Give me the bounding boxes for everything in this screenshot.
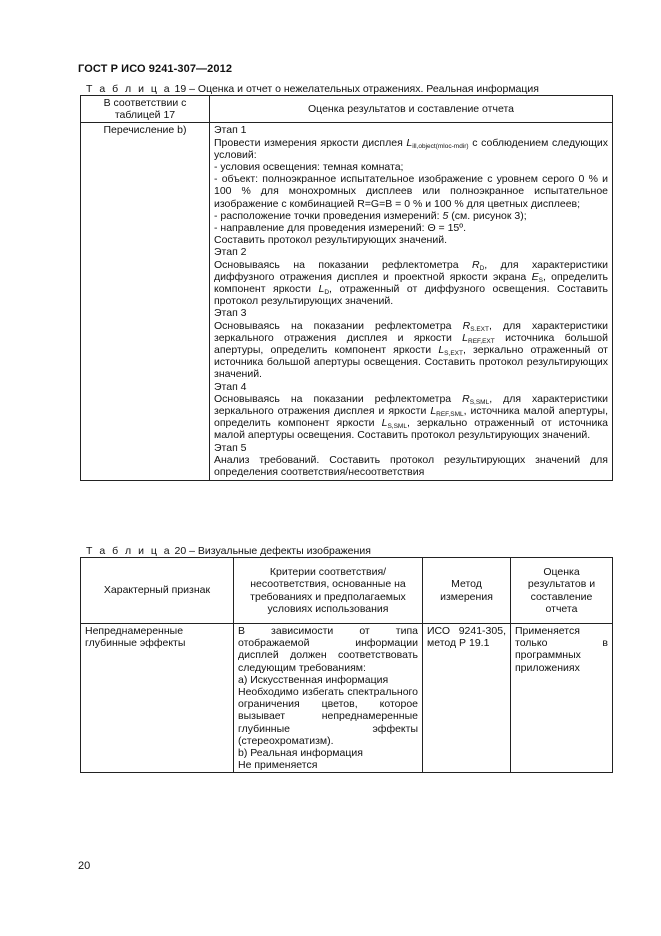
- table19-procedure: [210, 123, 613, 481]
- stage1-condition-direction: - направление для проведения измерений: Θ = 15º.: [214, 222, 467, 235]
- stage3-title: Этап 3: [214, 307, 247, 320]
- table19-caption-text: 19 – Оценка и отчет о нежелательных отражениях. Реальная информация: [174, 83, 539, 95]
- document-header: ГОСТ Р ИСО 9241-307—2012: [78, 63, 233, 75]
- table19-col2-header: Оценка результатов и составление отчета: [210, 96, 613, 123]
- table20-assessment: Применяется только в программных приложениях: [511, 624, 613, 773]
- stage1-condition-object: - объект: полноэкранное испытательное изображение с уровнем серого 0 % и 100 % для монохромных дисплеев или полноэкранное испытательное изображение с комбинацией R=G=B = 0 % и 100 % для цветных дисплеев;: [214, 173, 608, 210]
- criteria-real-text: Не применяется: [238, 759, 318, 772]
- stage1-condition-lighting: - условия освещения: темная комната;: [214, 161, 404, 174]
- table20-header-criteria: Критерии соответствия/несоответствия, основанные на требованиях и предполагаемых условиях использования: [234, 558, 423, 624]
- stage1-title: Этап 1: [214, 124, 247, 137]
- table19-col1-header: В соответствии с таблицей 17: [81, 96, 210, 123]
- criteria-intro: В зависимости от типа отображаемой информации дисплей должен соответствовать следующим требованиям:: [238, 625, 418, 674]
- table20-header-method: Метод измерения: [423, 558, 511, 624]
- criteria-artificial-text: Необходимо избегать спектрального ограничения цветов, которое вызывает непреднамеренные глубинные эффекты (стереохроматизм).: [238, 686, 418, 747]
- table-20: [80, 557, 613, 773]
- table19-caption: [86, 83, 539, 95]
- stage4-text: Основываясь на показании рефлектометра $R_{S,SML}$, для характеристики зеркального отражения дисплея и яркости $L_{REF,SML}$, источника малой апертуры, определить компонент яркости $L_{S,SML}$, зеркально отраженный от источника малой апертуры освещения. Составить протокол результирующих значений.: [214, 392, 608, 442]
- stage3-text: Основываясь на показании рефлектометра $R_{S.EXT}$, для характеристики зеркального отражения дисплея и яркости $L_{REF,EXT}$ источника большой апертуры, определить компонент яркости $L_{S,EXT}$, зеркально отраженный от источника большой апертуры освещения. Составить протокол результирующих значений.: [214, 319, 608, 381]
- table19-row-label: Перечисление b): [81, 123, 210, 481]
- table20-method: ИСО 9241-305, метод Р 19.1: [423, 624, 511, 773]
- stage5-title: Этап 5: [214, 441, 247, 454]
- table20-caption-text: 20 – Визуальные дефекты изображения: [174, 545, 371, 557]
- table20-header-feature: Характерный признак: [81, 558, 234, 624]
- table19-caption-prefix: Т а б л и ц а: [86, 83, 172, 95]
- stage2-text: Основываясь на показании рефлектометра $R_D$, для характеристики диффузного отражения дисплея и проектной яркости экрана $E_S$, определить компонент яркости $L_D$, отраженный от диффузного освещения. Составить протокол результирующих значений.: [214, 258, 609, 308]
- stage1-intro: Провести измерения яркости дисплея $L_{ill,object(mloc-mdir)}$ с соблюдением следующих условий:: [214, 136, 608, 161]
- stage1-condition-location: - расположение точки проведения измерений: 5 (см. рисунок 3);: [214, 209, 527, 222]
- table20-criteria: [234, 624, 423, 773]
- stage1-protocol: Составить протокол результирующих значений.: [214, 234, 447, 247]
- table-19: [80, 95, 613, 481]
- stage5-text: Анализ требований. Составить протокол результирующих значений для определения соответствия/несоответствия: [214, 453, 608, 479]
- criteria-artificial-title: а) Искусственная информация: [238, 673, 389, 686]
- table20-header-assessment: Оценка результатов и составление отчета: [511, 558, 613, 624]
- table20-caption-prefix: Т а б л и ц а: [86, 545, 172, 557]
- stage2-title: Этап 2: [214, 246, 247, 259]
- page-number: 20: [78, 860, 91, 872]
- criteria-real-title: b) Реальная информация: [238, 747, 363, 760]
- table20-caption: [86, 545, 371, 557]
- stage4-title: Этап 4: [214, 380, 247, 393]
- table20-feature: Непреднамеренные глубинные эффекты: [81, 624, 234, 773]
